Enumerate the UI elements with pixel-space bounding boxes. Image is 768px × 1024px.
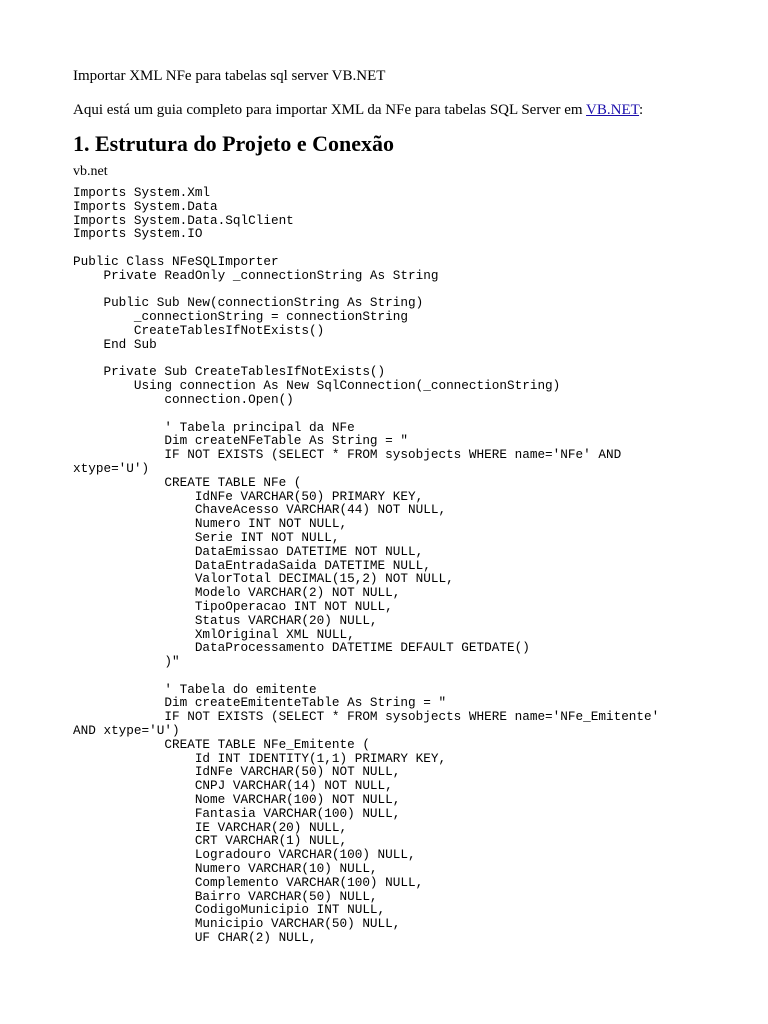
code-line: Id INT IDENTITY(1,1) PRIMARY KEY, <box>73 750 447 766</box>
code-line: End Sub <box>73 336 157 352</box>
code-line: Imports System.Data <box>73 198 218 214</box>
code-language-label: vb.net <box>73 164 108 179</box>
code-line: CREATE TABLE NFe_Emitente ( <box>73 736 370 752</box>
intro-suffix: : <box>639 102 644 118</box>
code-line: IdNFe VARCHAR(50) PRIMARY KEY, <box>73 488 424 504</box>
document-page <box>73 66 713 945</box>
code-line: )" <box>73 654 180 670</box>
code-line: Status VARCHAR(20) NULL, <box>73 612 378 628</box>
code-line: CRT VARCHAR(1) NULL, <box>73 833 348 849</box>
code-line: UF CHAR(2) NULL, <box>73 930 317 946</box>
code-line: ChaveAcesso VARCHAR(44) NOT NULL, <box>73 502 447 518</box>
code-line <box>73 407 713 421</box>
code-line: IF NOT EXISTS (SELECT * FROM sysobjects WHERE name='NFe' AND <box>73 447 622 463</box>
code-line: _connectionString = connectionString <box>73 309 409 325</box>
code-line: Numero VARCHAR(10) NULL, <box>73 861 378 877</box>
code-line: Imports System.Xml <box>73 185 211 200</box>
code-line: XmlOriginal XML NULL, <box>73 626 355 642</box>
code-line <box>73 669 713 683</box>
document-title: Importar XML NFe para tabelas sql server VB.NET <box>73 68 386 84</box>
code-line: Private ReadOnly _connectionString As String <box>73 267 439 283</box>
code-line: IdNFe VARCHAR(50) NOT NULL, <box>73 764 401 780</box>
code-block <box>73 186 713 945</box>
code-line: Bairro VARCHAR(50) NULL, <box>73 888 378 904</box>
code-line: Logradouro VARCHAR(100) NULL, <box>73 847 416 863</box>
code-line: ValorTotal DECIMAL(15,2) NOT NULL, <box>73 571 454 587</box>
code-line: Fantasia VARCHAR(100) NULL, <box>73 805 401 821</box>
code-line: IE VARCHAR(20) NULL, <box>73 819 348 835</box>
code-line: Modelo VARCHAR(2) NOT NULL, <box>73 585 401 601</box>
intro-text: Aqui está um guia completo para importar XML da NFe para tabelas SQL Server em <box>73 102 587 118</box>
code-line: Imports System.IO <box>73 226 203 242</box>
code-line: Nome VARCHAR(100) NOT NULL, <box>73 792 401 808</box>
code-line: IF NOT EXISTS (SELECT * FROM sysobjects WHERE name='NFe_Emitente' <box>73 709 660 725</box>
code-line: DataEntradaSaida DATETIME NULL, <box>73 557 431 573</box>
code-line: connection.Open() <box>73 391 294 407</box>
code-line: Complemento VARCHAR(100) NULL, <box>73 874 424 890</box>
code-line: Public Sub New(connectionString As String) <box>73 295 424 311</box>
code-line: ' Tabela do emitente <box>73 681 317 697</box>
code-line: AND xtype='U') <box>73 723 180 739</box>
code-line: Public Class NFeSQLImporter <box>73 253 279 269</box>
code-line: Municipio VARCHAR(50) NULL, <box>73 916 401 932</box>
code-line <box>73 241 713 255</box>
code-line: CreateTablesIfNotExists() <box>73 322 325 338</box>
code-line: DataEmissao DATETIME NOT NULL, <box>73 543 424 559</box>
code-line: Using connection As New SqlConnection(_connectionString) <box>73 378 561 394</box>
code-line: ' Tabela principal da NFe <box>73 419 355 435</box>
code-line: Dim createEmitenteTable As String = " <box>73 695 447 711</box>
code-line: Serie INT NOT NULL, <box>73 529 340 545</box>
code-line: Imports System.Data.SqlClient <box>73 212 294 228</box>
code-line: Dim createNFeTable As String = " <box>73 433 409 449</box>
intro-paragraph <box>73 100 713 120</box>
code-line: Numero INT NOT NULL, <box>73 516 348 532</box>
section-heading: 1. Estrutura do Projeto e Conexão <box>73 131 394 156</box>
code-line: Private Sub CreateTablesIfNotExists() <box>73 364 386 380</box>
code-line: xtype='U') <box>73 460 150 476</box>
code-line: CREATE TABLE NFe ( <box>73 474 302 490</box>
vbnet-link[interactable]: VB.NET <box>586 102 640 118</box>
code-line <box>73 352 713 366</box>
code-line: CodigoMunicipio INT NULL, <box>73 902 386 918</box>
code-line: TipoOperacao INT NOT NULL, <box>73 598 393 614</box>
code-line: DataProcessamento DATETIME DEFAULT GETDATE() <box>73 640 530 656</box>
code-line: CNPJ VARCHAR(14) NOT NULL, <box>73 778 393 794</box>
code-line <box>73 283 713 297</box>
